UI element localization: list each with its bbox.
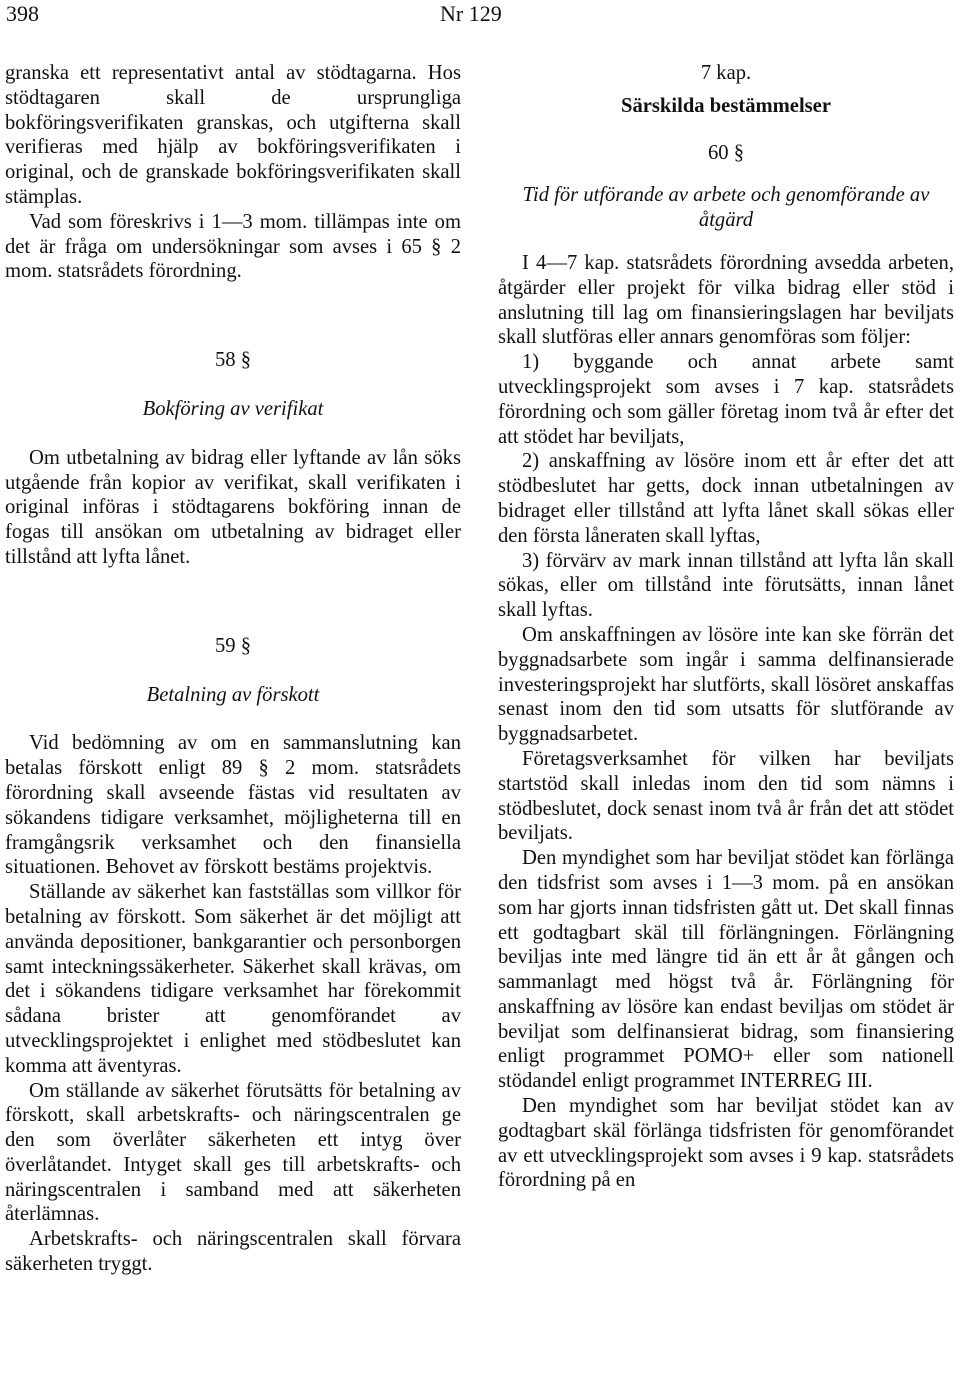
section-paragraph: Vid bedömning av om en sammanslutning kan betalas förskott enligt 89 § 2 mom. statsrådets förordning skall avseende fästas vid resultaten av sökandens tidigare verksamhet, möjligheterna till en framgångsrik verksamhet och den finansiella situationen. Behovet av förskott bestäms projektvis. [5,732,461,879]
list-item: 3) förvärv av mark innan tillstånd att lyfta lån skall sökas, eller om tillstånd inte förutsätts, innan lånet skall lyftas. [498,549,954,622]
section-number: 59 § [214,634,252,657]
list-item: 2) anskaffning av lösöre inom ett år efter det att stödbeslutet har getts, dock innan utbetalningen av bidraget eller tillstånd att lyfta lånet skall sökas eller den första låneraten skall lyftas, [498,450,954,547]
section-number: 58 § [214,349,252,372]
section-paragraph: I 4—7 kap. statsrådets förordning avsedda arbeten, åtgärder eller projekt för vilka bidrag eller stöd i anslutning till lag om finansieringslagen har beviljats skall slutföras eller annars genomföras som följer: [498,251,954,349]
right-column [498,61,954,1193]
section-title: Bokföring av verifikat [142,397,324,420]
intro-paragraph: granska ett representativt antal av stödtagarna. Hos stödtagaren skall de ursprungliga bokföringsverifikaten granskas, och utgifterna skall verifieras med hjälp av bokföringsverifikaten i original, och de granskade bokföringsverifikaten skall stämplas. [5,62,461,208]
section-paragraph: Om ställande av säkerhet förutsätts för betalning av förskott, skall arbetskrafts- och näringscentralen ge den som överlåter säkerheten ett intyg över överlåtandet. Intyget skall ges till arbetskrafts- och näringscentralen i samband med att säkerheten återlämnas. [5,1079,461,1226]
section-paragraph: Den myndighet som har beviljat stödet kan förlänga den tidsfrist som avses i 1—3 mom. på en ansökan som har gjorts innan tidsfristen gått ut. Det skall finnas ett godtagbart skäl till förlängningen. Förlängning beviljas inte med längre tid än ett år åt gången och sammanlagt med högst två år. Förlängning för anskaffning av lösöre kan endast beviljas om stödet är beviljat som delfinansierat bidrag, som finansiering enligt programmet POMO+ eller som nationell stödandel enligt programmet INTERREG III. [498,847,954,1093]
list-item: 1) byggande och annat arbete samt utvecklingsprojekt som avses i 7 kap. statsrådets förordning och som gäller företag inom två år efter det att stödet har beviljats, [498,351,954,448]
chapter-title: Särskilda bestämmelser [621,94,831,117]
section-paragraph: Om anskaffningen av lösöre inte kan ske förrän det byggnadsarbete som ingår i samma delfinansierade investeringsprojekt har slutförts, skall lösöret anskaffas senast inom den tid som utsatts för slutförande av byggnadsarbetet. [498,623,954,746]
section-number: 60 § [707,141,745,164]
section-paragraph: Ställande av säkerhet kan fastställas som villkor för betalning av förskott. Som säkerhet är det möjligt att använda depositioner, bankgarantier och personborgen samt inteckningssäkerheter. Säkerhet skall krävas, om det i sökandens tidigare verksamhet har förekommit sådana brister att genomförandet av utvecklingsprojektet i enlighet med stödbeslutet kan komma att äventyras. [5,881,461,1077]
page-number: 398 [6,1,39,26]
issue-number: Nr 129 [440,1,502,26]
section-paragraph: Den myndighet som har beviljat stödet kan av godtagbart skäl förlänga tidsfristen för genomförandet av ett utvecklingsprojekt som avses i 9 kap. statsrådets förordning på en [498,1095,954,1192]
intro-paragraph: Vad som föreskrivs i 1—3 mom. tillämpas inte om det är fråga om undersökningar som avses i 65 § 2 mom. statsrådets förordning. [5,210,461,283]
section-paragraph: Om utbetalning av bidrag eller lyftande av lån söks utgående från kopior av verifikat, skall verifikaten i original införas i stödtagarens bokföring innan de fogas till ansökan om utbetalning av bidraget eller tillstånd att lyfta lånet. [5,446,461,568]
section-title: Tid för utförande av arbete och genomförande av åtgärd [522,184,930,232]
chapter-number: 7 kap. [700,62,752,84]
section-paragraph: Företagsverksamhet för vilken har beviljats startstöd skall inledas inom den tid som nämns i stödbeslutet, dock senast inom två år från det att stödet beviljats. [498,747,954,845]
section-title: Betalning av förskott [146,683,320,706]
page-header [0,0,960,30]
section-paragraph: Arbetskrafts- och näringscentralen skall förvara säkerheten tryggt. [5,1228,461,1276]
left-column [5,61,461,1277]
